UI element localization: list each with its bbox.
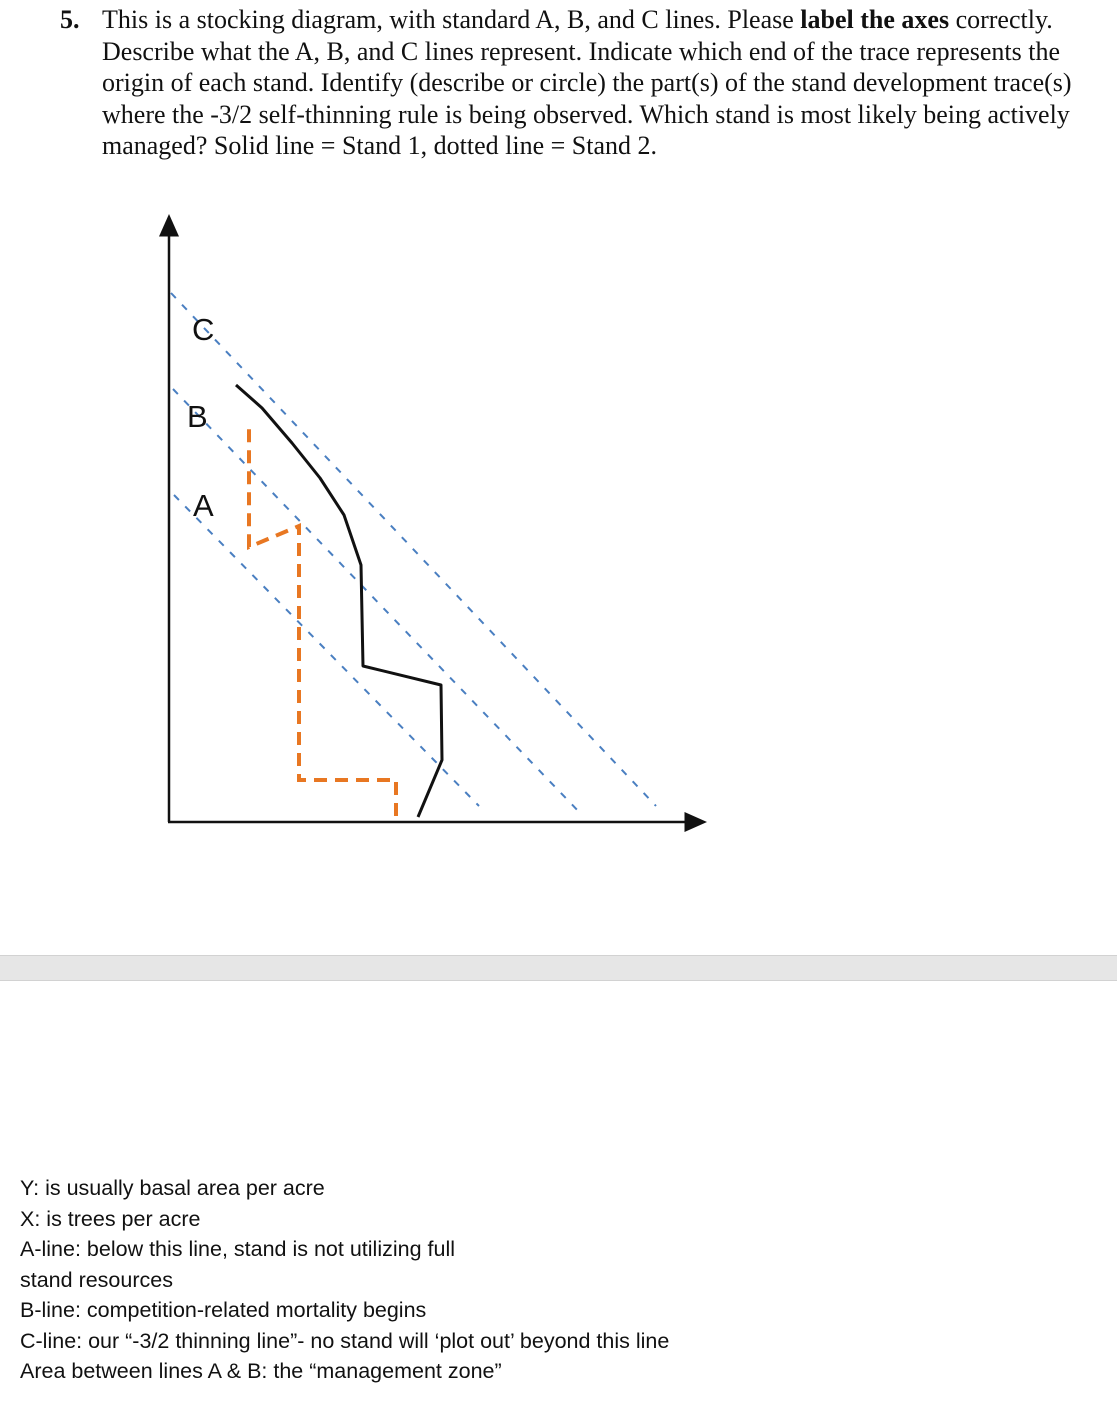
question-text-part2: correctly. Describe what the A, B, and C lines represent. Indicate which end of the trace represents the origin of each stand. Identify (describe or circle) the part(s) of the stand development trace(s) where the -3/2 self-thinning rule is being observed. Which stand is most likely being actively managed? Solid line = Stand 1, dotted line = Stand 2.: [102, 5, 1072, 160]
stand-1-trace: [236, 385, 442, 817]
answer-block: [20, 1173, 1110, 1387]
question-text-bold: label the axes: [800, 5, 950, 34]
answer-line: X: is trees per acre: [20, 1206, 201, 1231]
answer-line: Area between lines A & B: the “management zone”: [20, 1359, 502, 1383]
answer-line: Y: is usually basal area per acre: [20, 1176, 325, 1200]
question-text-part1: This is a stocking diagram, with standard A, B, and C lines. Please: [102, 5, 801, 34]
c-line: [171, 293, 656, 806]
c-line-label: C: [192, 312, 215, 347]
question-number: 5.: [60, 5, 80, 34]
answer-line: C-line: our “-3/2 thinning line”- no stand will ‘plot out’ beyond this line: [20, 1328, 670, 1353]
b-line-label: B: [187, 399, 208, 434]
a-line-label: A: [193, 488, 214, 523]
answer-line: stand resources: [20, 1267, 173, 1292]
a-line: [174, 495, 479, 806]
answer-line: B-line: competition-related mortality begins: [20, 1298, 427, 1322]
page-divider: [0, 955, 1117, 981]
b-line: [173, 389, 583, 816]
answer-line: A-line: below this line, stand is not utilizing full: [20, 1237, 455, 1261]
